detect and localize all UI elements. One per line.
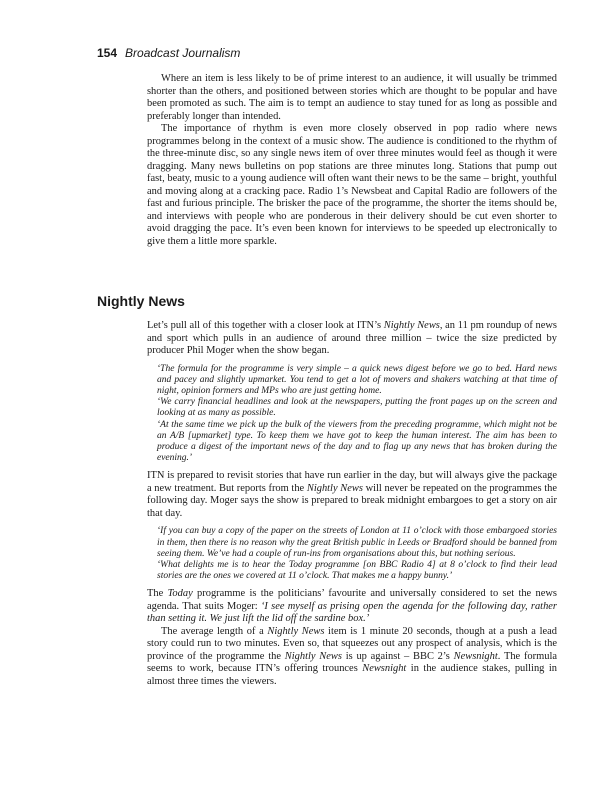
running-header xyxy=(97,46,240,62)
book-title: Broadcast Journalism xyxy=(125,46,241,60)
section-rhythm xyxy=(147,73,557,248)
paragraph: ITN is prepared to revisit stories that have run earlier in the day, but will always give the package a new treatment. But reports from the Nightly News will never be repeated on the programmes the following day. Moger says the show is prepared to break midnight embargoes to get a story on air that day. xyxy=(147,470,557,519)
paragraph: The Today programme is the politicians’ favourite and universally considered to set the news agenda. That suits Moger: ‘I see myself as prising open the agenda for the following day, rather than setting it. We just lift the lid off the sardine box.’ xyxy=(147,588,557,625)
paragraph: The importance of rhythm is even more closely observed in pop radio where news programmes belong in the context of a music show. The audience is conditioned to the rhythm of the three-minute disc, so any single news item of over three minutes would feel as though it were dragging. Many news bulletins on pop stations are three minutes long. Stations that pump out fast, beaty, music to a young audience will often want their news to be the same – bright, youthful and moving along at a cracking pace. Radio 1’s Newsbeat and Capital Radio are followers of the fast and furious principle. The brisker the pace of the programme, the shorter the items should be, and interviews with people who are ponderous in their delivery should be cut even shorter to avoid dragging the pace. It’s even been known for interviews to be speeded up electronically to give them a little more sparkle. xyxy=(147,123,557,247)
quote-paragraph: ‘What delights me is to hear the Today programme [on BBC Radio 4] at 8 o’clock to find their lead stories are the ones we covered at 11 o’clock. That makes me a happy bunny.’ xyxy=(157,559,557,582)
paragraph: Where an item is less likely to be of prime interest to an audience, it will usually be trimmed shorter than the others, and positioned between stories which are thought to be popular and have been promoted as such. The aim is to tempt an audience to stay tuned for as long as possible and preferably longer than intended. xyxy=(147,73,557,122)
quote-paragraph: ‘At the same time we pick up the bulk of the viewers from the preceding programme, which might not be an A/B [upmarket] type. To keep them we have got to keep the human interest. The aim has been to produce a digest of the important news of the day and to flag up any news that has broken during the evening.’ xyxy=(157,419,557,464)
section-nightly-news xyxy=(147,320,557,688)
quote-paragraph: ‘The formula for the programme is very simple – a quick news digest before we go to bed. Hard news and pacey and slightly upmarket. You tend to get a lot of movers and shakers watching at that time of night, opinion formers and MPs who are just getting home. xyxy=(157,363,557,396)
quote-paragraph: ‘If you can buy a copy of the paper on the streets of London at 11 o’clock with those embargoed stories in them, then there is no reason why the great British public in Leeds or Bradford should be banned from seeing them. We’ve had a couple of run-ins from organisations about this, but nothing serious. xyxy=(157,526,557,559)
paragraph: Let’s pull all of this together with a closer look at ITN’s Nightly News, an 11 pm roundup of news and sport which pulls in an audience of around three million – twice the size predicted by producer Phil Moger when the show began. xyxy=(147,320,557,356)
quote-paragraph: ‘We carry financial headlines and look at the newspapers, putting the front pages up on the screen and looking at as many as possible. xyxy=(157,397,557,419)
block-quote xyxy=(157,526,557,582)
page-number: 154 xyxy=(97,46,118,60)
block-quote xyxy=(157,364,557,465)
paragraph: The average length of a Nightly News item is 1 minute 20 seconds, though at a push a lead story could run to two minutes. Even so, that squeezes out any prospect of analysis, which is the province of the programme the Nightly News is up against – BBC 2’s Newsnight. The formula seems to work, because ITN’s offering trounces Newsnight in the audience stakes, pulling in almost three times the viewers. xyxy=(147,625,557,687)
section-heading: Nightly News xyxy=(97,293,185,309)
